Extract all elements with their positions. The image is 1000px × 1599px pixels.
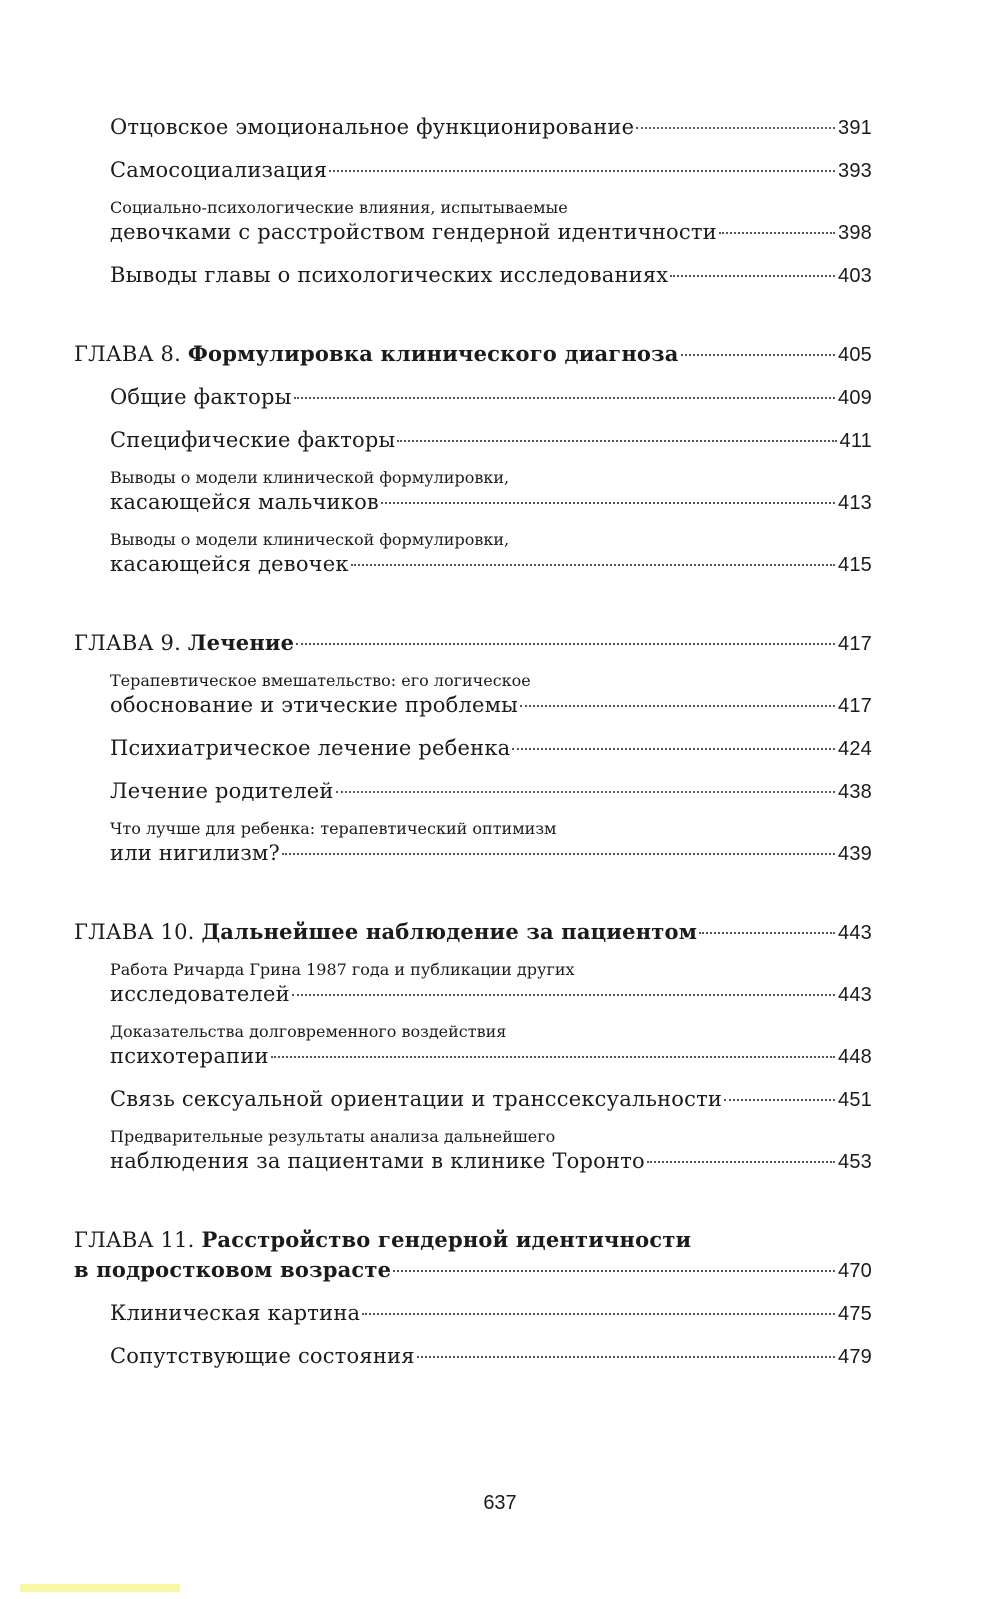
chapter-entry <box>74 1225 872 1286</box>
chapter-title: Расстройство гендерной идентичности <box>201 1227 692 1252</box>
spacer <box>74 248 872 260</box>
page-ref: 424 <box>838 738 872 760</box>
section-entry <box>110 425 872 456</box>
page-ref: 405 <box>838 344 872 366</box>
scan-highlight-mark <box>20 1584 180 1592</box>
spacer <box>74 764 872 776</box>
spacer <box>74 1329 872 1341</box>
page-ref: 393 <box>838 160 872 182</box>
page-ref: 411 <box>839 430 872 452</box>
chapter-title: Лечение <box>187 630 295 655</box>
spacer <box>74 1115 872 1127</box>
spacer <box>74 1177 872 1225</box>
section-title: Лечение родителей <box>110 779 334 803</box>
page-ref: 443 <box>838 984 872 1006</box>
spacer <box>74 456 872 468</box>
leader-dots <box>292 994 835 996</box>
leader-dots <box>296 643 835 645</box>
leader-dots <box>362 1313 835 1315</box>
leader-dots <box>351 564 835 566</box>
spacer <box>74 807 872 819</box>
page-ref: 415 <box>838 554 872 576</box>
section-entry <box>110 819 872 869</box>
leader-dots <box>336 791 835 793</box>
page-ref: 453 <box>838 1151 872 1173</box>
section-title: касающейся девочек <box>110 552 349 576</box>
chapter-entry <box>74 917 872 948</box>
page-ref: 475 <box>838 1303 872 1325</box>
leader-dots <box>393 1270 835 1272</box>
leader-dots <box>271 1056 835 1058</box>
leader-dots <box>636 127 835 129</box>
leader-dots <box>294 397 835 399</box>
section-entry <box>110 671 872 721</box>
section-entry <box>110 1084 872 1115</box>
chapter-number: ГЛАВА 9. <box>74 631 181 655</box>
page-number: 637 <box>483 1492 517 1514</box>
leader-dots <box>647 1161 835 1163</box>
chapter-title: Формулировка клинического диагноза <box>187 341 679 366</box>
section-entry <box>110 1298 872 1329</box>
spacer <box>74 518 872 530</box>
section-entry <box>110 1022 872 1072</box>
section-entry <box>110 112 872 143</box>
spacer <box>74 370 872 382</box>
chapter-title: Дальнейшее наблюдение за пациентом <box>201 919 698 944</box>
leader-dots <box>381 502 835 504</box>
section-title: или нигилизм? <box>110 841 280 865</box>
spacer <box>74 143 872 155</box>
section-entry <box>110 733 872 764</box>
spacer <box>74 869 872 917</box>
spacer <box>74 659 872 671</box>
section-entry <box>110 776 872 807</box>
section-title: Социально-психологические влияния, испытываемые <box>110 198 568 217</box>
spacer <box>74 1010 872 1022</box>
chapter-entry <box>74 628 872 659</box>
chapter-number: ГЛАВА 11. <box>74 1228 195 1252</box>
section-title: Выводы главы о психологических исследованиях <box>110 263 669 287</box>
section-title: Самосоциализация <box>110 158 328 182</box>
section-title: Предварительные результаты анализа дальнейшего <box>110 1127 556 1146</box>
section-title: касающейся мальчиков <box>110 490 379 514</box>
section-entry <box>110 530 872 580</box>
chapter-number: ГЛАВА 10. <box>74 920 195 944</box>
spacer <box>74 186 872 198</box>
section-title: Связь сексуальной ориентации и транссексуальности <box>110 1087 723 1111</box>
page-ref: 479 <box>838 1346 872 1368</box>
page-ref: 470 <box>838 1260 872 1282</box>
leader-dots <box>681 354 835 356</box>
page-ref: 439 <box>838 843 872 865</box>
page-ref: 398 <box>838 222 872 244</box>
leader-dots <box>417 1356 835 1358</box>
section-title: Специфические факторы <box>110 428 396 452</box>
leader-dots <box>512 748 835 750</box>
spacer <box>74 948 872 960</box>
section-entry <box>110 260 872 291</box>
page-ref: 403 <box>838 265 872 287</box>
section-title: девочками с расстройством гендерной идентичности <box>110 220 717 244</box>
section-title: Клиническая картина <box>110 1301 361 1325</box>
section-title: Выводы о модели клинической формулировки, <box>110 468 510 487</box>
page-ref: 438 <box>838 781 872 803</box>
spacer <box>74 721 872 733</box>
chapter-title-cont: в подростковом возрасте <box>74 1257 392 1282</box>
section-title: Терапевтическое вмешательство: его логическое <box>110 671 531 690</box>
spacer <box>74 1286 872 1298</box>
leader-dots <box>719 232 835 234</box>
leader-dots <box>397 440 836 442</box>
section-title: психотерапии <box>110 1044 269 1068</box>
section-title: Доказательства долговременного воздействия <box>110 1022 507 1041</box>
page-ref: 448 <box>838 1046 872 1068</box>
page-ref: 417 <box>838 695 872 717</box>
spacer <box>74 1072 872 1084</box>
section-title: Что лучше для ребенка: терапевтический оптимизм <box>110 819 557 838</box>
page-ref: 451 <box>838 1089 872 1111</box>
section-title: исследователей <box>110 982 290 1006</box>
section-title: Психиатрическое лечение ребенка <box>110 736 511 760</box>
leader-dots <box>329 170 835 172</box>
section-title: обоснование и этические проблемы <box>110 693 519 717</box>
section-title: Работа Ричарда Грина 1987 года и публикации других <box>110 960 575 979</box>
page-ref: 409 <box>838 387 872 409</box>
section-title: Отцовское эмоциональное функционирование <box>110 115 635 139</box>
section-title: Выводы о модели клинической формулировки, <box>110 530 510 549</box>
section-entry <box>110 1341 872 1372</box>
leader-dots <box>282 853 835 855</box>
page-ref: 413 <box>838 492 872 514</box>
section-entry <box>110 960 872 1010</box>
section-title: Общие факторы <box>110 385 292 409</box>
section-title: наблюдения за пациентами в клинике Торонто <box>110 1149 645 1173</box>
table-of-contents <box>74 112 872 1372</box>
page-ref: 391 <box>838 117 872 139</box>
leader-dots <box>699 932 835 934</box>
leader-dots <box>724 1099 835 1101</box>
section-title: Сопутствующие состояния <box>110 1344 415 1368</box>
chapter-entry <box>74 339 872 370</box>
spacer <box>74 580 872 628</box>
spacer <box>74 413 872 425</box>
section-entry <box>110 468 872 518</box>
section-entry <box>110 155 872 186</box>
leader-dots <box>670 275 835 277</box>
leader-dots <box>520 705 835 707</box>
section-entry <box>110 198 872 248</box>
section-entry <box>110 1127 872 1177</box>
page-ref: 417 <box>838 633 872 655</box>
section-entry <box>110 382 872 413</box>
page-ref: 443 <box>838 922 872 944</box>
spacer <box>74 291 872 339</box>
chapter-number: ГЛАВА 8. <box>74 342 181 366</box>
